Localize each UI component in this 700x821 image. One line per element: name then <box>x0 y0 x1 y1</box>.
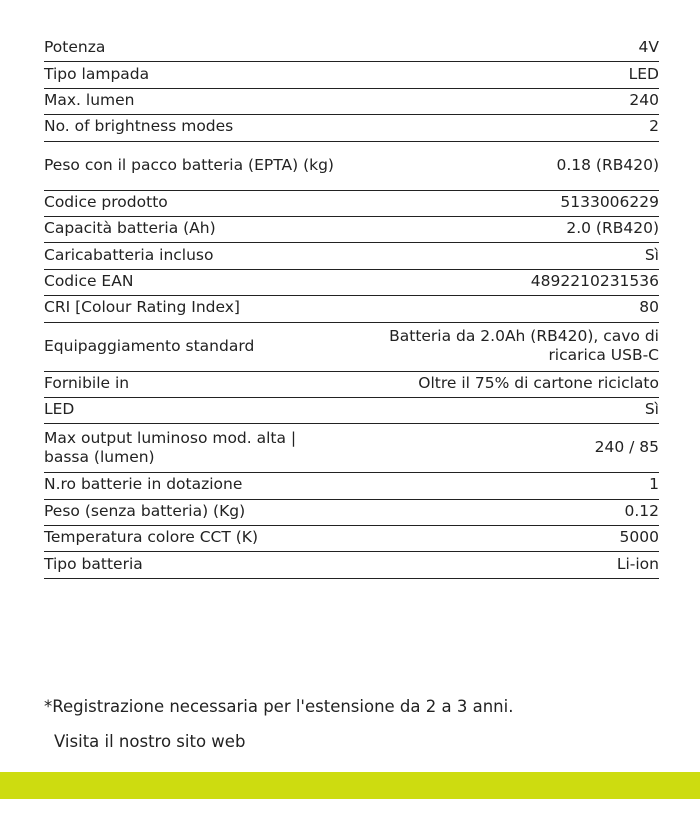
spec-row <box>44 424 659 473</box>
spec-label: Temperatura colore CCT (K) <box>44 528 259 547</box>
spec-label: Fornibile in <box>44 373 130 392</box>
spec-row <box>44 217 659 243</box>
spec-value: 5133006229 <box>560 192 659 211</box>
spec-label: Potenza <box>44 38 106 57</box>
spec-row <box>44 526 659 552</box>
spec-row <box>44 115 659 141</box>
spec-row <box>44 142 659 191</box>
spec-label: Codice prodotto <box>44 192 168 211</box>
spec-row <box>44 62 659 88</box>
spec-value: 1 <box>649 475 659 494</box>
spec-row <box>44 552 659 578</box>
spec-value: 0.12 <box>624 501 659 520</box>
spec-table <box>44 36 659 579</box>
spec-value: 4V <box>638 38 659 57</box>
spec-value: 2 <box>649 117 659 136</box>
spec-value: 5000 <box>619 528 659 547</box>
spec-value: 240 <box>629 90 659 109</box>
spec-value: 240 / 85 <box>594 438 659 457</box>
spec-value: Sì <box>644 245 659 264</box>
spec-label: N.ro batterie in dotazione <box>44 475 243 494</box>
spec-row <box>44 191 659 217</box>
accent-bar <box>0 772 700 799</box>
warranty-footnote: *Registrazione necessaria per l'estensione da 2 a 3 anni. <box>44 697 514 716</box>
spec-row <box>44 372 659 398</box>
spec-label: Equipaggiamento standard <box>44 336 255 355</box>
spec-row <box>44 473 659 499</box>
spec-label: Codice EAN <box>44 271 134 290</box>
spec-label: Caricabatteria incluso <box>44 245 214 264</box>
spec-label: Tipo batteria <box>44 554 143 573</box>
spec-label: Max. lumen <box>44 90 135 109</box>
spec-value: Oltre il 75% di cartone riciclato <box>418 373 659 392</box>
spec-label: Peso (senza batteria) (Kg) <box>44 501 246 520</box>
website-link[interactable]: Visita il nostro sito web <box>54 732 246 751</box>
spec-value: Sì <box>644 400 659 419</box>
spec-row <box>44 500 659 526</box>
spec-row <box>44 89 659 115</box>
spec-label: Tipo lampada <box>44 64 150 83</box>
spec-label: LED <box>44 400 75 419</box>
spec-value: LED <box>628 64 659 83</box>
spec-label: Capacità batteria (Ah) <box>44 219 216 238</box>
spec-label: Peso con il pacco batteria (EPTA) (kg) <box>44 155 334 174</box>
spec-value: 2.0 (RB420) <box>566 219 659 238</box>
spec-label: Max output luminoso mod. alta | bassa (lumen) <box>44 428 297 466</box>
spec-row <box>44 323 659 372</box>
spec-value: 4892210231536 <box>530 271 659 290</box>
spec-value: 80 <box>639 298 659 317</box>
spec-label: CRI [Colour Rating Index] <box>44 298 240 317</box>
spec-row <box>44 36 659 62</box>
spec-row <box>44 296 659 322</box>
spec-value: Li-ion <box>616 554 659 573</box>
spec-label: No. of brightness modes <box>44 117 234 136</box>
spec-row <box>44 398 659 424</box>
spec-value: Batteria da 2.0Ah (RB420), cavo di ricarica USB-C <box>389 327 659 365</box>
spec-value: 0.18 (RB420) <box>556 155 659 174</box>
spec-row <box>44 270 659 296</box>
spec-row <box>44 243 659 269</box>
